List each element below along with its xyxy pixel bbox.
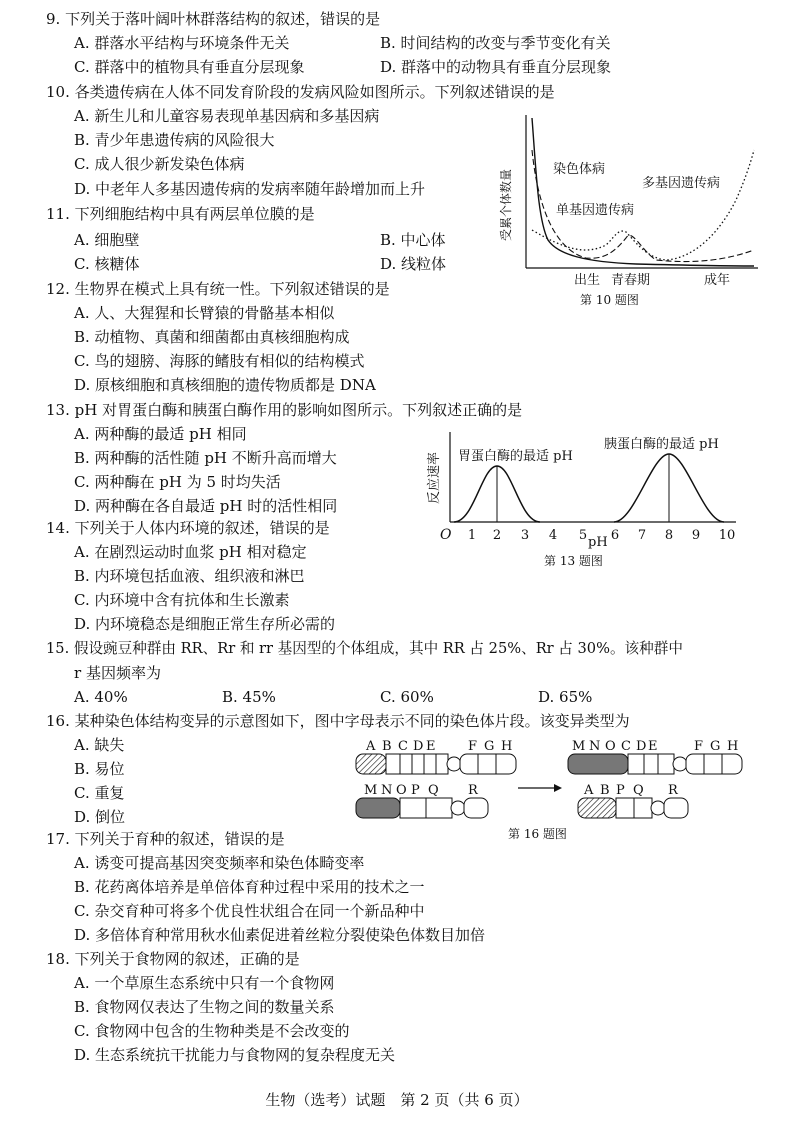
q13-tick: 5 xyxy=(578,528,588,543)
q10-option-c: C. 成人很少新发染色体病 xyxy=(74,155,245,173)
q16-chromosome-1 xyxy=(356,739,516,774)
q16-label: D xyxy=(413,739,424,754)
q16-label: M xyxy=(572,739,586,754)
q16-label: D xyxy=(636,739,647,754)
q16-label: B xyxy=(382,739,392,754)
q13-label-pepsin: 胃蛋白酶的最适 pH xyxy=(458,449,573,464)
q16-label: H xyxy=(501,739,513,754)
q18-option-b: B. 食物网仅表达了生物之间的数量关系 xyxy=(74,998,335,1016)
q18-stem: 18. 下列关于食物网的叙述，正确的是 xyxy=(46,950,300,968)
q15-option-b: B. 45% xyxy=(222,688,276,706)
q13-label-trypsin: 胰蛋白酶的最适 pH xyxy=(604,437,719,452)
q13-option-d: D. 两种酶在各自最适 pH 时的活性相同 xyxy=(74,497,338,515)
q10-stem: 10. 各类遗传病在人体不同发育阶段的发病风险如图所示。下列叙述错误的是 xyxy=(46,83,555,101)
q14-stem: 14. 下列关于人体内环境的叙述，错误的是 xyxy=(46,519,330,537)
q15-stem-line1: 15. 假设豌豆种群由 RR、Rr 和 rr 基因型的个体组成，其中 RR 占 25%、Rr 占 30%。该种群中 xyxy=(46,640,683,657)
q16-label: F xyxy=(468,739,478,754)
q9-stem: 9. 下列关于落叶阔叶林群落结构的叙述，错误的是 xyxy=(46,10,381,28)
q11-option-b: B. 中心体 xyxy=(380,231,446,249)
q10-caption: 第 10 题图 xyxy=(580,293,639,307)
q9-option-a: A. 群落水平结构与环境条件无关 xyxy=(74,34,290,52)
q16-label: H xyxy=(727,739,739,754)
q13-option-c: C. 两种酶在 pH 为 5 时均失活 xyxy=(74,473,281,491)
q10-option-d: D. 中老年人多基因遗传病的发病率随年龄增加而上升 xyxy=(74,180,426,198)
q16-label: P xyxy=(616,783,625,798)
q16-label: Q xyxy=(633,783,644,798)
q16-figure xyxy=(350,736,750,844)
q16-result-2 xyxy=(578,783,688,818)
q15-option-a: A. 40% xyxy=(74,688,128,706)
q10-x-birth: 出生 xyxy=(574,273,601,288)
q10-label-monogenic: 单基因遗传病 xyxy=(556,203,635,218)
q13-tick: 1 xyxy=(467,528,477,543)
q12-option-a: A. 人、大猩猩和长臂猿的骨骼基本相似 xyxy=(74,304,335,322)
q10-ylabel: 受累个体数量 xyxy=(499,168,513,242)
q16-option-d: D. 倒位 xyxy=(74,808,126,826)
q12-option-c: C. 鸟的翅膀、海豚的鳍肢有相似的结构模式 xyxy=(74,352,365,370)
q10-label-chromosomal: 染色体病 xyxy=(553,162,606,177)
q13-tick: 3 xyxy=(520,528,530,543)
q16-label: B xyxy=(600,783,610,798)
q13-origin: O xyxy=(440,527,452,543)
q16-option-b: B. 易位 xyxy=(74,760,125,778)
q16-label: M xyxy=(364,783,378,798)
q11-option-a: A. 细胞壁 xyxy=(74,231,140,249)
q16-label: O xyxy=(396,783,407,798)
q13-option-a: A. 两种酶的最适 pH 相同 xyxy=(74,425,247,443)
q16-label: C xyxy=(621,739,631,754)
q10-option-a: A. 新生儿和儿童容易表现单基因病和多基因病 xyxy=(74,107,380,125)
q14-option-c: C. 内环境中含有抗体和生长激素 xyxy=(74,591,290,609)
q16-label: G xyxy=(484,739,495,754)
q16-label: E xyxy=(648,739,658,754)
q10-label-polygenic: 多基因遗传病 xyxy=(642,176,721,191)
q13-ylabel: 反应速率 xyxy=(427,451,442,505)
q16-label: C xyxy=(398,739,408,754)
q9-option-c: C. 群落中的植物具有垂直分层现象 xyxy=(74,58,305,76)
q14-option-d: D. 内环境稳态是细胞正常生存所必需的 xyxy=(74,615,336,633)
q13-tick: 10 xyxy=(718,528,736,543)
q16-label: G xyxy=(710,739,721,754)
q16-label: E xyxy=(426,739,436,754)
q13-option-b: B. 两种酶的活性随 pH 不断升高而增大 xyxy=(74,449,337,467)
q15-stem-line2: r 基因频率为 xyxy=(74,664,161,682)
q16-result-1 xyxy=(568,739,742,774)
q18-option-a: A. 一个草原生态系统中只有一个食物网 xyxy=(74,974,335,992)
q12-option-d: D. 原核细胞和真核细胞的遗传物质都是 DNA xyxy=(74,376,376,394)
q13-tick: 9 xyxy=(691,528,701,543)
q14-option-b: B. 内环境包括血液、组织液和淋巴 xyxy=(74,567,305,585)
q16-label: P xyxy=(411,783,420,798)
q16-label: N xyxy=(589,739,601,754)
q15-option-d: D. 65% xyxy=(538,688,593,706)
q17-stem: 17. 下列关于育种的叙述，错误的是 xyxy=(46,830,285,848)
q14-option-a: A. 在剧烈运动时血浆 pH 相对稳定 xyxy=(74,543,307,561)
q10-curve-chromosomal xyxy=(532,118,754,266)
q13-tick: 7 xyxy=(637,528,647,543)
q16-label: A xyxy=(584,783,594,798)
q11-option-c: C. 核糖体 xyxy=(74,255,140,273)
q16-option-c: C. 重复 xyxy=(74,784,125,802)
q13-tick: 2 xyxy=(492,528,502,543)
q17-option-a: A. 诱变可提高基因突变频率和染色体畸变率 xyxy=(74,854,365,872)
q11-option-d: D. 线粒体 xyxy=(380,255,447,273)
q16-label: R xyxy=(668,783,678,798)
q13-tick: 6 xyxy=(610,528,620,543)
q16-label: R xyxy=(468,783,478,798)
q17-option-c: C. 杂交育种可将多个优良性状组合在同一个新品种中 xyxy=(74,902,425,920)
q16-label: O xyxy=(605,739,616,754)
q13-caption: 第 13 题图 xyxy=(544,554,603,568)
q16-label: A xyxy=(366,739,376,754)
q12-stem: 12. 生物界在模式上具有统一性。下列叙述错误的是 xyxy=(46,280,390,298)
q16-label: Q xyxy=(428,783,439,798)
q17-option-d: D. 多倍体育种常用秋水仙素促进着丝粒分裂使染色体数目加倍 xyxy=(74,926,486,944)
q13-figure xyxy=(424,428,750,573)
q10-x-adult: 成年 xyxy=(704,273,731,288)
q15-option-c: C. 60% xyxy=(380,688,434,706)
q16-option-a: A. 缺失 xyxy=(74,736,125,754)
q10-option-b: B. 青少年患遗传病的风险很大 xyxy=(74,131,275,149)
q10-x-puberty: 青春期 xyxy=(611,273,651,288)
q16-label: F xyxy=(694,739,704,754)
q16-caption: 第 16 题图 xyxy=(508,827,567,841)
q18-option-c: C. 食物网中包含的生物种类是不会改变的 xyxy=(74,1022,350,1040)
page-footer: 生物（选考）试题 第 2 页（共 6 页） xyxy=(265,1091,529,1109)
q11-stem: 11. 下列细胞结构中具有两层单位膜的是 xyxy=(46,205,315,223)
q16-chromosome-2 xyxy=(356,783,488,818)
q13-xlabel: pH xyxy=(588,535,608,550)
q9-option-b: B. 时间结构的改变与季节变化有关 xyxy=(380,34,611,52)
q13-tick: 4 xyxy=(548,528,558,543)
q13-stem: 13. pH 对胃蛋白酶和胰蛋白酶作用的影响如图所示。下列叙述正确的是 xyxy=(46,401,523,419)
q9-option-d: D. 群落中的动物具有垂直分层现象 xyxy=(380,58,612,76)
q16-label: N xyxy=(381,783,393,798)
q10-figure xyxy=(496,110,760,310)
q18-option-d: D. 生态系统抗干扰能力与食物网的复杂程度无关 xyxy=(74,1046,396,1064)
q13-tick: 8 xyxy=(664,528,674,543)
q16-stem: 16. 某种染色体结构变异的示意图如下，图中字母表示不同的染色体片段。该变异类型为 xyxy=(46,712,630,730)
q17-option-b: B. 花药离体培养是单倍体育种过程中采用的技术之一 xyxy=(74,878,425,896)
q12-option-b: B. 动植物、真菌和细菌都由真核细胞构成 xyxy=(74,328,350,346)
